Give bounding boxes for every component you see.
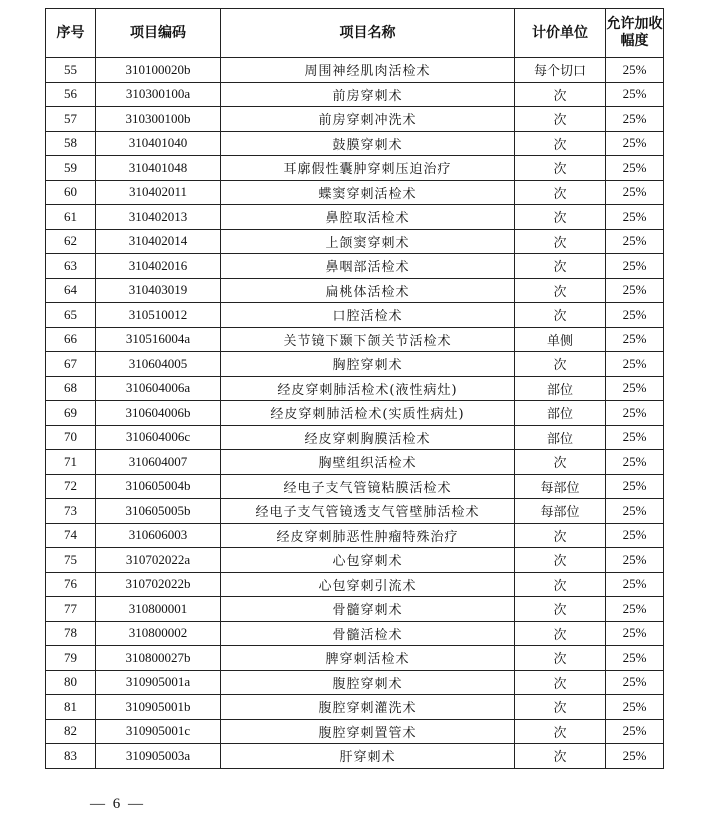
cell-code: 310604007 xyxy=(96,450,221,475)
cell-name: 耳廓假性囊肿穿刺压迫治疗 xyxy=(221,156,515,181)
cell-name: 经皮穿刺胸膜活检术 xyxy=(221,425,515,450)
cell-name: 扁桃体活检术 xyxy=(221,278,515,303)
cell-code: 310401048 xyxy=(96,156,221,181)
cell-rate: 25% xyxy=(606,278,664,303)
cell-name: 经电子支气管镜粘膜活检术 xyxy=(221,474,515,499)
header-rate: 允许加收幅度 xyxy=(606,9,664,58)
table-row xyxy=(46,401,664,426)
cell-rate: 25% xyxy=(606,327,664,352)
cell-code: 310604005 xyxy=(96,352,221,377)
cell-code: 310702022a xyxy=(96,548,221,573)
cell-unit: 次 xyxy=(515,303,606,328)
cell-seq: 55 xyxy=(46,58,96,83)
cell-unit: 次 xyxy=(515,156,606,181)
table-row xyxy=(46,82,664,107)
cell-rate: 25% xyxy=(606,523,664,548)
cell-code: 310605004b xyxy=(96,474,221,499)
cell-seq: 63 xyxy=(46,254,96,279)
table-row xyxy=(46,499,664,524)
table-row xyxy=(46,205,664,230)
cell-seq: 65 xyxy=(46,303,96,328)
table-row xyxy=(46,474,664,499)
cell-seq: 56 xyxy=(46,82,96,107)
cell-rate: 25% xyxy=(606,425,664,450)
cell-unit: 部位 xyxy=(515,425,606,450)
cell-seq: 76 xyxy=(46,572,96,597)
cell-seq: 59 xyxy=(46,156,96,181)
table-row xyxy=(46,180,664,205)
table-row xyxy=(46,131,664,156)
cell-code: 310800001 xyxy=(96,597,221,622)
cell-code: 310606003 xyxy=(96,523,221,548)
table-row xyxy=(46,450,664,475)
cell-code: 310100020b xyxy=(96,58,221,83)
cell-code: 310702022b xyxy=(96,572,221,597)
cell-seq: 68 xyxy=(46,376,96,401)
cell-unit: 次 xyxy=(515,695,606,720)
table-row xyxy=(46,303,664,328)
cell-seq: 73 xyxy=(46,499,96,524)
header-seq: 序号 xyxy=(46,9,96,58)
cell-code: 310905001a xyxy=(96,670,221,695)
cell-rate: 25% xyxy=(606,548,664,573)
table-row xyxy=(46,597,664,622)
cell-rate: 25% xyxy=(606,499,664,524)
cell-code: 310604006b xyxy=(96,401,221,426)
cell-unit: 次 xyxy=(515,352,606,377)
cell-unit: 次 xyxy=(515,131,606,156)
cell-rate: 25% xyxy=(606,180,664,205)
table-row xyxy=(46,352,664,377)
cell-unit: 次 xyxy=(515,670,606,695)
cell-unit: 次 xyxy=(515,180,606,205)
cell-name: 周围神经肌肉活检术 xyxy=(221,58,515,83)
cell-rate: 25% xyxy=(606,131,664,156)
cell-seq: 58 xyxy=(46,131,96,156)
cell-unit: 每部位 xyxy=(515,499,606,524)
table-row xyxy=(46,548,664,573)
table-row xyxy=(46,278,664,303)
cell-name: 腹腔穿刺置管术 xyxy=(221,719,515,744)
cell-seq: 71 xyxy=(46,450,96,475)
cell-seq: 62 xyxy=(46,229,96,254)
table-row xyxy=(46,621,664,646)
cell-rate: 25% xyxy=(606,205,664,230)
table-row xyxy=(46,523,664,548)
cell-seq: 60 xyxy=(46,180,96,205)
page-number: — 6 — xyxy=(90,796,145,812)
cell-seq: 77 xyxy=(46,597,96,622)
cell-name: 经电子支气管镜透支气管壁肺活检术 xyxy=(221,499,515,524)
table-row xyxy=(46,646,664,671)
cell-unit: 次 xyxy=(515,572,606,597)
cell-name: 经皮穿刺肺恶性肿瘤特殊治疗 xyxy=(221,523,515,548)
cell-unit: 次 xyxy=(515,523,606,548)
cell-code: 310905001b xyxy=(96,695,221,720)
cell-name: 腹腔穿刺灌洗术 xyxy=(221,695,515,720)
cell-rate: 25% xyxy=(606,107,664,132)
cell-unit: 次 xyxy=(515,646,606,671)
cell-code: 310510012 xyxy=(96,303,221,328)
cell-name: 骨髓活检术 xyxy=(221,621,515,646)
table-body xyxy=(46,58,664,769)
cell-name: 骨髓穿刺术 xyxy=(221,597,515,622)
cell-code: 310604006c xyxy=(96,425,221,450)
cell-unit: 次 xyxy=(515,107,606,132)
table-row xyxy=(46,425,664,450)
cell-seq: 64 xyxy=(46,278,96,303)
table-row xyxy=(46,744,664,769)
cell-unit: 次 xyxy=(515,278,606,303)
cell-rate: 25% xyxy=(606,621,664,646)
cell-name: 上颌窦穿刺术 xyxy=(221,229,515,254)
cell-name: 蝶窦穿刺活检术 xyxy=(221,180,515,205)
cell-code: 310300100a xyxy=(96,82,221,107)
cell-seq: 75 xyxy=(46,548,96,573)
cell-code: 310402014 xyxy=(96,229,221,254)
table-row xyxy=(46,58,664,83)
cell-unit: 次 xyxy=(515,82,606,107)
cell-code: 310516004a xyxy=(96,327,221,352)
cell-unit: 次 xyxy=(515,254,606,279)
cell-name: 腹腔穿刺术 xyxy=(221,670,515,695)
cell-rate: 25% xyxy=(606,229,664,254)
cell-code: 310401040 xyxy=(96,131,221,156)
table-row xyxy=(46,670,664,695)
cell-rate: 25% xyxy=(606,156,664,181)
table-row xyxy=(46,572,664,597)
table-row xyxy=(46,254,664,279)
cell-unit: 次 xyxy=(515,597,606,622)
cell-rate: 25% xyxy=(606,401,664,426)
cell-code: 310905001c xyxy=(96,719,221,744)
cell-name: 口腔活检术 xyxy=(221,303,515,328)
cell-rate: 25% xyxy=(606,82,664,107)
cell-seq: 57 xyxy=(46,107,96,132)
cell-unit: 每部位 xyxy=(515,474,606,499)
cell-rate: 25% xyxy=(606,572,664,597)
header-code: 项目编码 xyxy=(96,9,221,58)
cell-seq: 70 xyxy=(46,425,96,450)
header-row xyxy=(46,9,664,58)
cell-unit: 次 xyxy=(515,719,606,744)
table-row xyxy=(46,156,664,181)
cell-code: 310800027b xyxy=(96,646,221,671)
table-row xyxy=(46,327,664,352)
cell-seq: 72 xyxy=(46,474,96,499)
cell-seq: 81 xyxy=(46,695,96,720)
table-row xyxy=(46,719,664,744)
cell-code: 310402016 xyxy=(96,254,221,279)
cell-rate: 25% xyxy=(606,58,664,83)
cell-rate: 25% xyxy=(606,254,664,279)
cell-unit: 次 xyxy=(515,621,606,646)
cell-rate: 25% xyxy=(606,474,664,499)
cell-code: 310604006a xyxy=(96,376,221,401)
table-row xyxy=(46,376,664,401)
cell-name: 经皮穿刺肺活检术(实质性病灶) xyxy=(221,401,515,426)
cell-unit: 单侧 xyxy=(515,327,606,352)
cell-name: 关节镜下颞下颌关节活检术 xyxy=(221,327,515,352)
table-row xyxy=(46,229,664,254)
cell-seq: 79 xyxy=(46,646,96,671)
cell-seq: 83 xyxy=(46,744,96,769)
cell-seq: 69 xyxy=(46,401,96,426)
cell-rate: 25% xyxy=(606,450,664,475)
cell-seq: 82 xyxy=(46,719,96,744)
cell-unit: 次 xyxy=(515,229,606,254)
cell-unit: 每个切口 xyxy=(515,58,606,83)
cell-rate: 25% xyxy=(606,744,664,769)
cell-name: 胸腔穿刺术 xyxy=(221,352,515,377)
cell-name: 鼓膜穿刺术 xyxy=(221,131,515,156)
cell-seq: 74 xyxy=(46,523,96,548)
cell-code: 310605005b xyxy=(96,499,221,524)
cell-unit: 部位 xyxy=(515,401,606,426)
cell-rate: 25% xyxy=(606,719,664,744)
cell-code: 310403019 xyxy=(96,278,221,303)
cell-unit: 次 xyxy=(515,548,606,573)
cell-seq: 66 xyxy=(46,327,96,352)
cell-rate: 25% xyxy=(606,303,664,328)
cell-name: 心包穿刺术 xyxy=(221,548,515,573)
cell-name: 心包穿刺引流术 xyxy=(221,572,515,597)
cell-code: 310402013 xyxy=(96,205,221,230)
cell-seq: 67 xyxy=(46,352,96,377)
cell-code: 310300100b xyxy=(96,107,221,132)
cell-name: 胸壁组织活检术 xyxy=(221,450,515,475)
cell-rate: 25% xyxy=(606,646,664,671)
cell-rate: 25% xyxy=(606,352,664,377)
cell-name: 肝穿刺术 xyxy=(221,744,515,769)
cell-seq: 80 xyxy=(46,670,96,695)
cell-code: 310402011 xyxy=(96,180,221,205)
cell-name: 经皮穿刺肺活检术(液性病灶) xyxy=(221,376,515,401)
cell-rate: 25% xyxy=(606,695,664,720)
cell-rate: 25% xyxy=(606,597,664,622)
fee-table xyxy=(45,8,664,769)
cell-name: 鼻咽部活检术 xyxy=(221,254,515,279)
table-row xyxy=(46,695,664,720)
cell-rate: 25% xyxy=(606,376,664,401)
cell-name: 脾穿刺活检术 xyxy=(221,646,515,671)
cell-code: 310800002 xyxy=(96,621,221,646)
cell-name: 前房穿刺冲洗术 xyxy=(221,107,515,132)
cell-seq: 61 xyxy=(46,205,96,230)
cell-unit: 次 xyxy=(515,450,606,475)
table-row xyxy=(46,107,664,132)
cell-unit: 次 xyxy=(515,205,606,230)
cell-seq: 78 xyxy=(46,621,96,646)
cell-unit: 部位 xyxy=(515,376,606,401)
cell-unit: 次 xyxy=(515,744,606,769)
cell-rate: 25% xyxy=(606,670,664,695)
header-name: 项目名称 xyxy=(221,9,515,58)
header-unit: 计价单位 xyxy=(515,9,606,58)
cell-name: 前房穿刺术 xyxy=(221,82,515,107)
cell-code: 310905003a xyxy=(96,744,221,769)
cell-name: 鼻腔取活检术 xyxy=(221,205,515,230)
